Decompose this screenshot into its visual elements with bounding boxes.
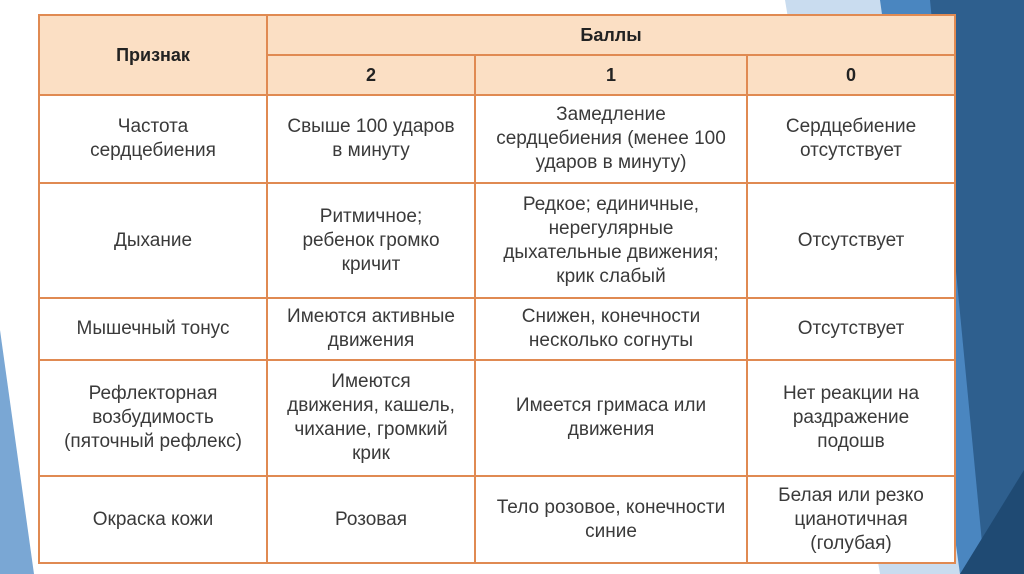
left-edge-stripe xyxy=(0,330,34,574)
score-cell: Тело розовое, конечности синие xyxy=(475,476,747,563)
sign-cell: Окраска кожи xyxy=(39,476,267,563)
score-cell: Белая или резко цианотичная (голубая) xyxy=(747,476,955,563)
table-row xyxy=(39,476,955,563)
table-row xyxy=(39,95,955,183)
sign-cell: Частота сердцебиения xyxy=(39,95,267,183)
table-header-row xyxy=(39,15,955,55)
score-cell: Имеется гримаса или движения xyxy=(475,360,747,476)
apgar-table-container xyxy=(38,14,954,562)
score-cell: Нет реакции на раздражение подошв xyxy=(747,360,955,476)
table-row xyxy=(39,183,955,298)
table-row xyxy=(39,360,955,476)
score-cell: Отсутствует xyxy=(747,183,955,298)
score-2-header: 2 xyxy=(267,55,475,95)
score-cell: Ритмичное; ребенок громко кричит xyxy=(267,183,475,298)
score-0-header: 0 xyxy=(747,55,955,95)
table-row xyxy=(39,298,955,360)
score-cell: Снижен, конечности несколько согнуты xyxy=(475,298,747,360)
score-cell: Редкое; единичные, нерегулярные дыхательные движения; крик слабый xyxy=(475,183,747,298)
apgar-score-table xyxy=(38,14,956,564)
score-cell: Розовая xyxy=(267,476,475,563)
sign-cell: Мышечный тонус xyxy=(39,298,267,360)
sign-column-header: Признак xyxy=(39,15,267,95)
sign-cell: Рефлекторная возбудимость (пяточный рефлекс) xyxy=(39,360,267,476)
score-cell: Сердцебиение отсутствует xyxy=(747,95,955,183)
score-1-header: 1 xyxy=(475,55,747,95)
score-cell: Отсутствует xyxy=(747,298,955,360)
sign-cell: Дыхание xyxy=(39,183,267,298)
scores-group-header: Баллы xyxy=(267,15,955,55)
score-cell: Свыше 100 ударов в минуту xyxy=(267,95,475,183)
score-cell: Замедление сердцебиения (менее 100 ударов в минуту) xyxy=(475,95,747,183)
score-cell: Имеются движения, кашель, чихание, громкий крик xyxy=(267,360,475,476)
score-cell: Имеются активные движения xyxy=(267,298,475,360)
